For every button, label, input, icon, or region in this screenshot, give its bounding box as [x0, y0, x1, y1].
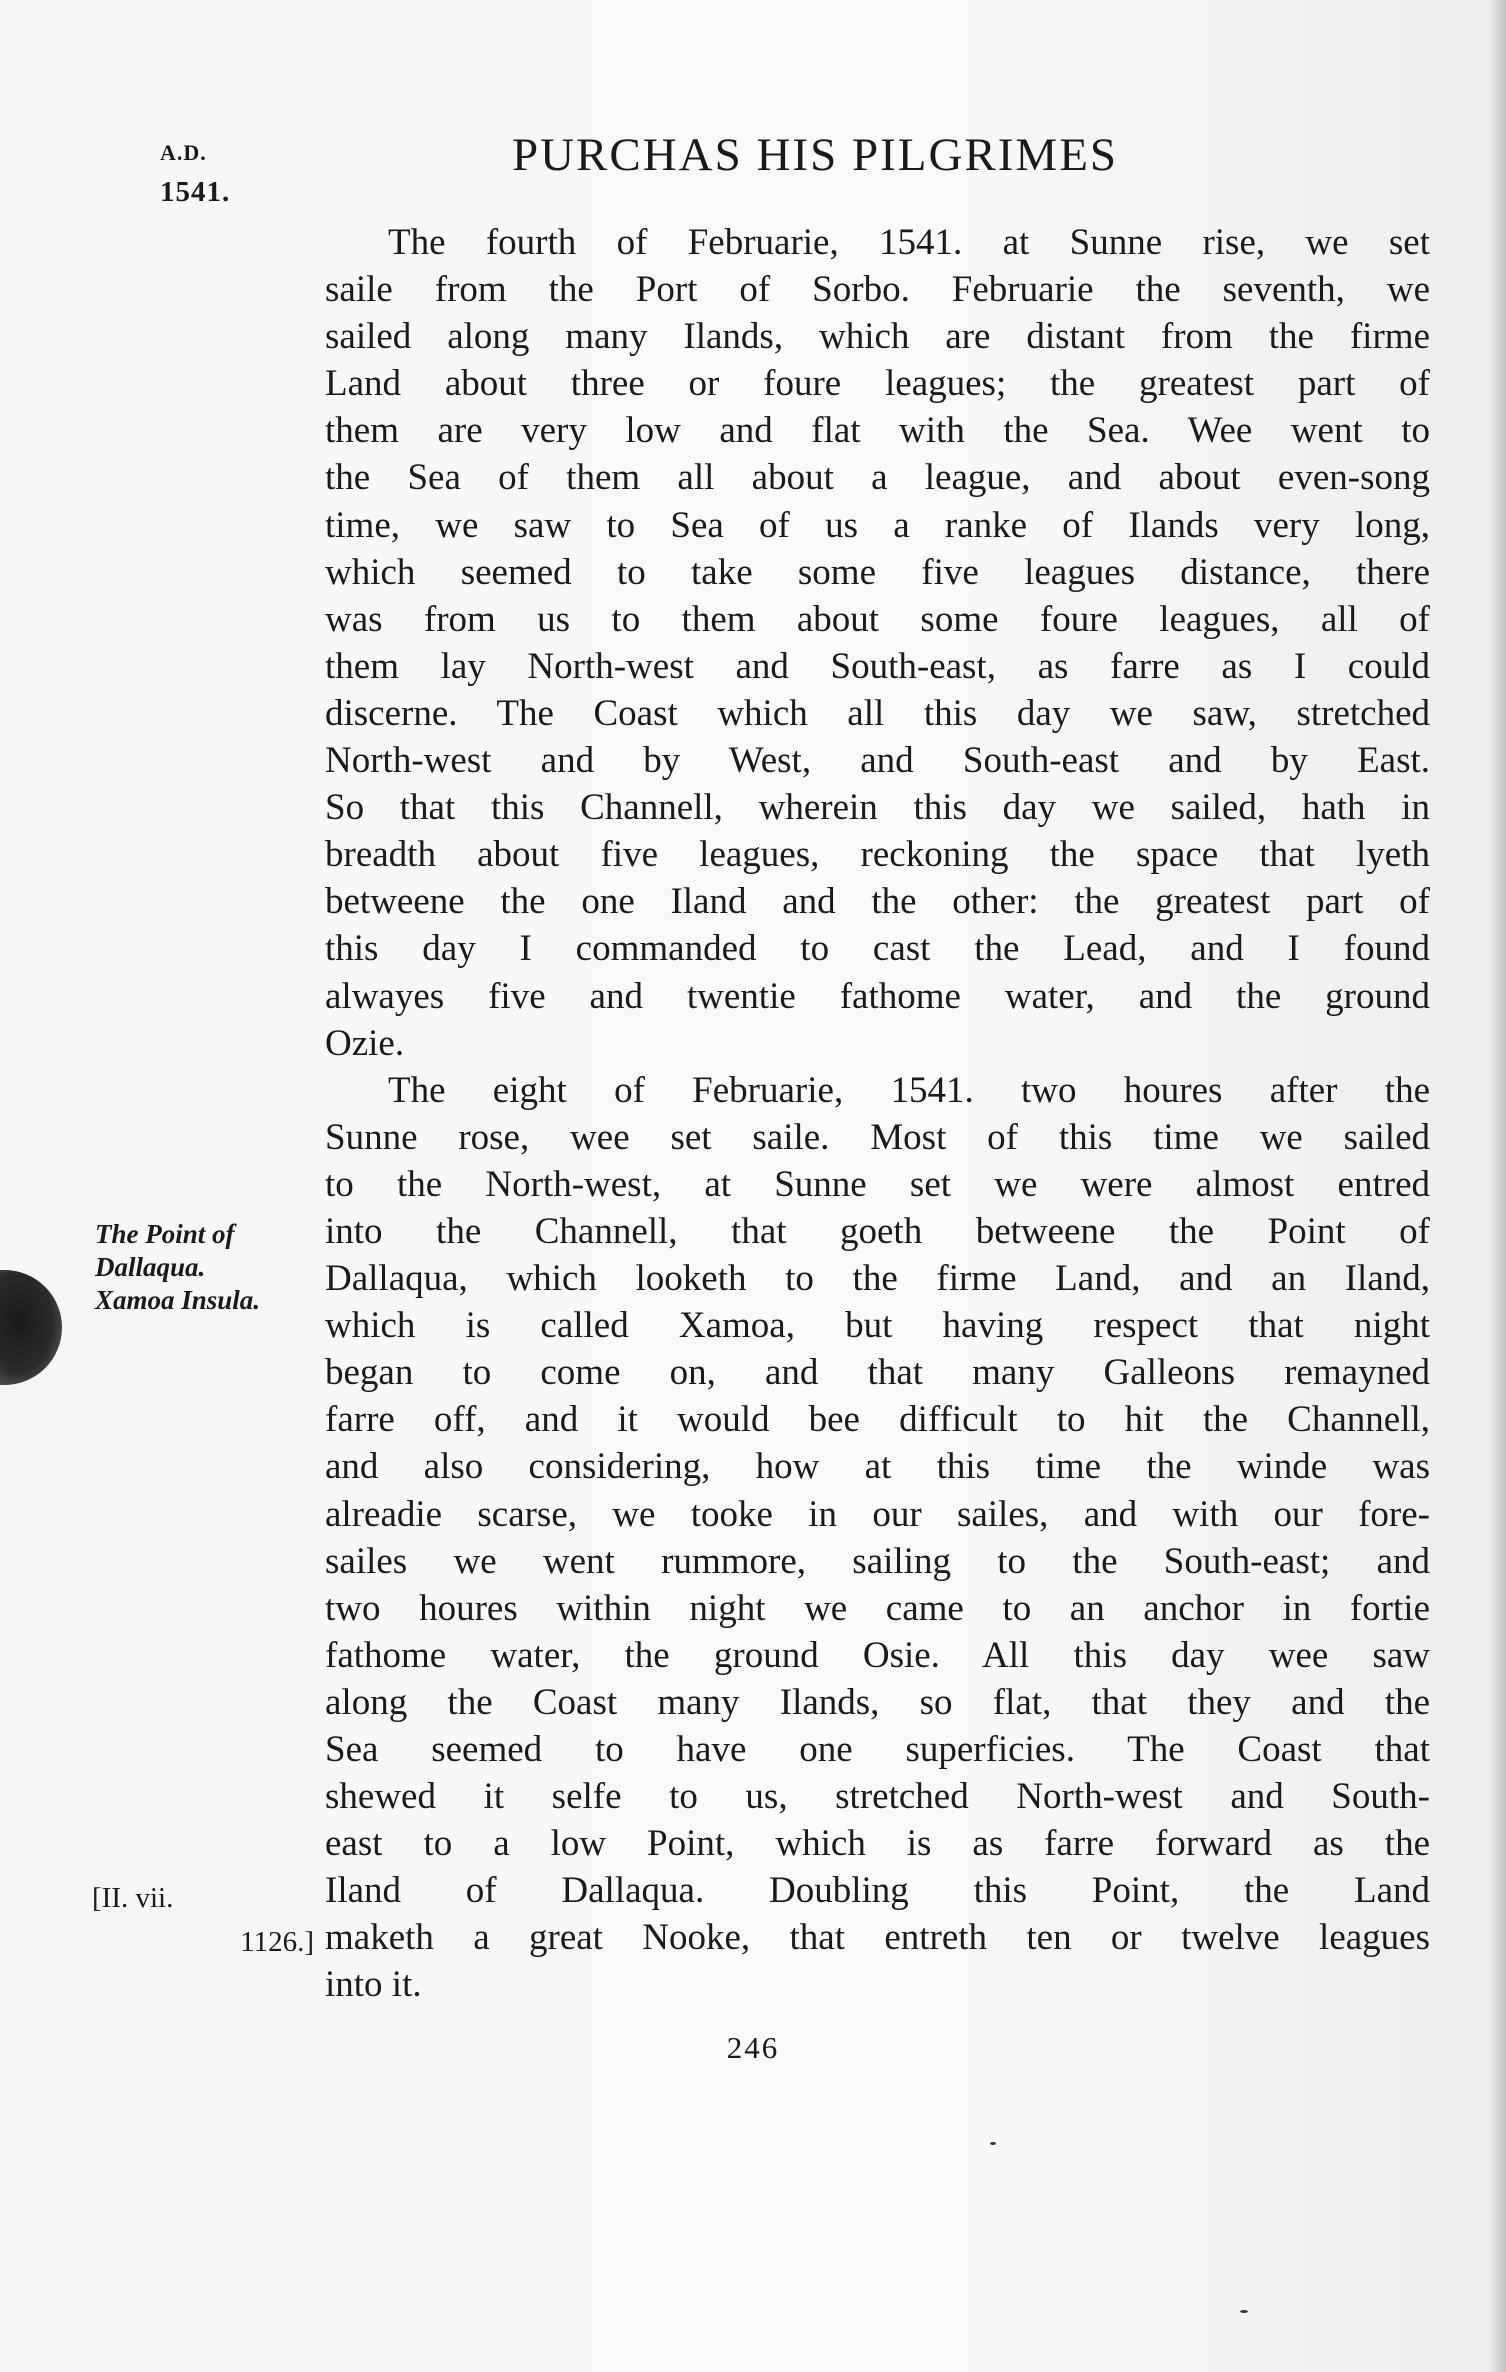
margin-note-line: Xamoa Insula.: [95, 1285, 261, 1315]
text-line: which seemed to take some five leagues distance, there: [325, 551, 1430, 593]
margin-reference: [92, 1876, 314, 1964]
scanner-thumb: [0, 1270, 62, 1385]
text-line: Sunne rose, wee set saile. Most of this time we sailed: [325, 1116, 1430, 1158]
text-line: The fourth of Februarie, 1541. at Sunne rise, we set: [388, 222, 1430, 263]
text-line: Dallaqua, which looketh to the firme Land, and an Iland,: [325, 1258, 1430, 1300]
running-title: PURCHAS HIS PILGRIMES: [511, 129, 1119, 181]
margin-note: [95, 1218, 320, 1317]
text-line: to the North-west, at Sunne set we were almost entred: [325, 1163, 1430, 1205]
text-line: them lay North-west and South-east, as farre as I could: [325, 645, 1430, 687]
text-line: breadth about five leagues, reckoning the space that lyeth: [325, 834, 1430, 876]
paragraph-1: [325, 219, 1430, 1067]
page-number: 246: [726, 2030, 780, 2065]
text-line: Land about three or foure leagues; the greatest part of: [325, 363, 1430, 405]
text-line: the Sea of them all about a league, and about even-song: [325, 457, 1430, 499]
text-line: shewed it selfe to us, stretched North-west and South-: [325, 1776, 1430, 1818]
page-edge-shadow: [1488, 0, 1506, 2372]
text-line: Sea seemed to have one superficies. The Coast that: [325, 1729, 1430, 1770]
text-line: farre off, and it would bee difficult to hit the Channell,: [325, 1399, 1430, 1441]
text-line: into the Channell, that goeth betweene the Point of: [325, 1210, 1430, 1252]
margin-note-line: Dallaqua.: [95, 1252, 206, 1282]
text-line: Iland of Dallaqua. Doubling this Point, the Land: [325, 1870, 1430, 1912]
text-line: betweene the one Iland and the other: the greatest part of: [325, 881, 1430, 923]
text-line: maketh a great Nooke, that entreth ten or twelve leagues: [325, 1917, 1430, 1959]
text-line: two houres within night we came to an anchor in fortie: [325, 1587, 1430, 1629]
text-line: along the Coast many Ilands, so flat, that they and the: [325, 1681, 1430, 1723]
era-label: A.D.: [160, 140, 207, 165]
text-line: was from us to them about some foure leagues, all of: [325, 598, 1430, 640]
text-line: began to come on, and that many Galleons remayned: [325, 1352, 1430, 1394]
text-line: and also considering, how at this time the winde was: [325, 1446, 1430, 1488]
text-line: which is called Xamoa, but having respect that night: [325, 1305, 1430, 1347]
margin-reference-page: 1126.]: [240, 1926, 314, 1958]
text-line: So that this Channell, wherein this day we sailed, hath in: [325, 787, 1430, 829]
text-line: sailed along many Ilands, which are distant from the firme: [325, 316, 1430, 358]
text-line: Ozie.: [325, 1022, 405, 1064]
text-line: alwayes five and twentie fathome water, and the ground: [325, 975, 1430, 1017]
text-line: alreadie scarse, we tooke in our sailes, and with our fore-: [325, 1493, 1430, 1535]
margin-note-line: The Point of: [95, 1219, 235, 1249]
year-marker: [160, 140, 290, 209]
text-line: this day I commanded to cast the Lead, and I found: [325, 928, 1430, 970]
text-line: into it.: [325, 1964, 422, 2006]
text-line: them are very low and flat with the Sea. Wee went to: [325, 410, 1430, 452]
text-line: east to a low Point, which is as farre forward as the: [325, 1823, 1430, 1865]
margin-reference-volume: [II. vii.: [92, 1882, 174, 1914]
dust-speck: [990, 2142, 996, 2145]
year-label: 1541.: [160, 176, 231, 208]
text-line: North-west and by West, and South-east and by East.: [325, 740, 1430, 782]
body-text: [325, 219, 1430, 2009]
text-line: sailes we went rummore, sailing to the South-east; and: [325, 1540, 1430, 1582]
text-line: saile from the Port of Sorbo. Februarie the seventh, we: [325, 269, 1430, 311]
text-line: time, we saw to Sea of us a ranke of Ilands very long,: [325, 504, 1430, 546]
text-line: The eight of Februarie, 1541. two houres after the: [388, 1069, 1430, 1111]
text-line: fathome water, the ground Osie. All this day wee saw: [325, 1634, 1430, 1676]
dust-speck: [1240, 2310, 1248, 2313]
text-line: discerne. The Coast which all this day we saw, stretched: [325, 692, 1430, 734]
paragraph-2: [325, 1067, 1430, 2009]
